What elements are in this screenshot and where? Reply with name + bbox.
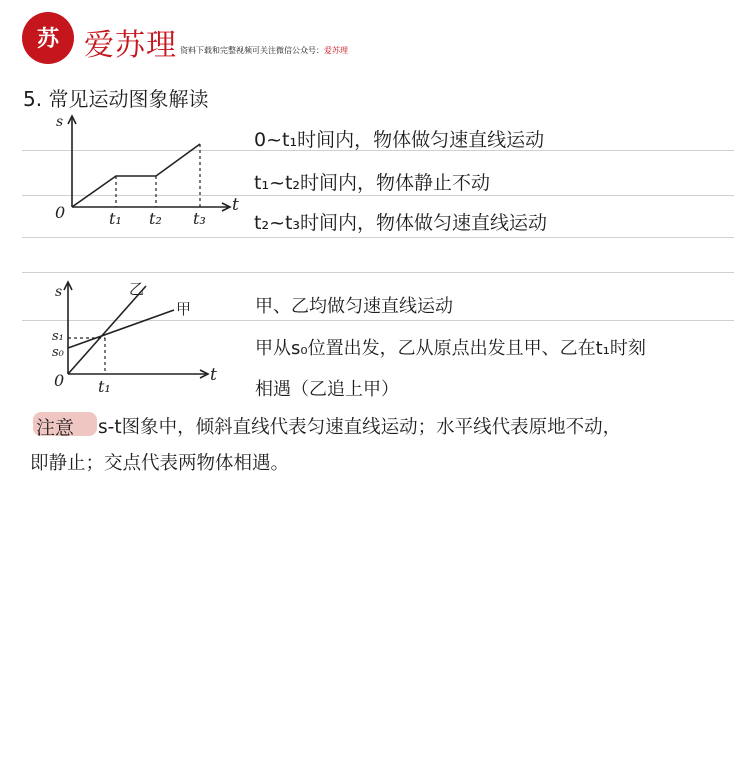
tagline-text: 资料下载和完整视频可关注微信公众号： <box>180 46 324 55</box>
graph2-axis-s: s <box>55 284 63 300</box>
graph2-desc-1: 甲、乙均做匀速直线运动 <box>255 296 453 317</box>
graph2-label-t1: t₁ <box>98 377 111 396</box>
tagline-highlight: 爱苏理 <box>324 46 348 55</box>
note-line-2: 即静止；交点代表两物体相遇。 <box>30 453 290 474</box>
graph2-line-yi <box>68 286 146 374</box>
graph1-desc-3: t₂~t₃时间内，物体做匀速直线运动 <box>254 212 548 234</box>
graph1-motion-line <box>72 144 200 207</box>
graph2-line-jia <box>68 310 174 348</box>
graph1-tick-t3: t₃ <box>193 209 206 228</box>
header-tagline <box>180 45 348 56</box>
graph1-tick-t2: t₂ <box>149 209 162 228</box>
header <box>22 12 722 68</box>
section-title: 5. 常见运动图象解读 <box>23 87 209 111</box>
graph2-desc-3: 相遇（乙追上甲） <box>255 379 399 400</box>
graph2-desc-2: 甲从s₀位置出发，乙从原点出发且甲、乙在t₁时刻 <box>255 338 646 359</box>
graph2-series-yi: 乙 <box>129 280 145 298</box>
logo-text: 苏 <box>36 27 59 52</box>
note-label: 注意 <box>36 417 75 439</box>
graph2-diagram <box>50 278 250 398</box>
logo <box>22 12 74 64</box>
ruled-line <box>22 272 734 273</box>
note-line-1: s-t图象中，倾斜直线代表匀速直线运动；水平线代表原地不动， <box>98 417 622 438</box>
brand-name: 爱苏理 <box>84 28 177 63</box>
graph2-series-jia: 甲 <box>176 300 192 318</box>
graph1-desc-2: t₁~t₂时间内，物体静止不动 <box>254 172 491 194</box>
graph1-axis-s: s <box>56 114 64 130</box>
ruled-line <box>22 237 734 238</box>
graph2-axis-t: t <box>210 365 217 385</box>
graph1-axis-t: t <box>232 195 239 215</box>
graph1-tick-t1: t₁ <box>109 209 122 228</box>
graph1-desc-1: 0~t₁时间内，物体做匀速直线运动 <box>254 129 545 151</box>
graph2-label-s0: s₀ <box>52 345 64 360</box>
graph1-origin: 0 <box>55 203 66 222</box>
graph2-label-s1: s₁ <box>52 329 64 344</box>
graph2-origin: 0 <box>54 371 65 390</box>
